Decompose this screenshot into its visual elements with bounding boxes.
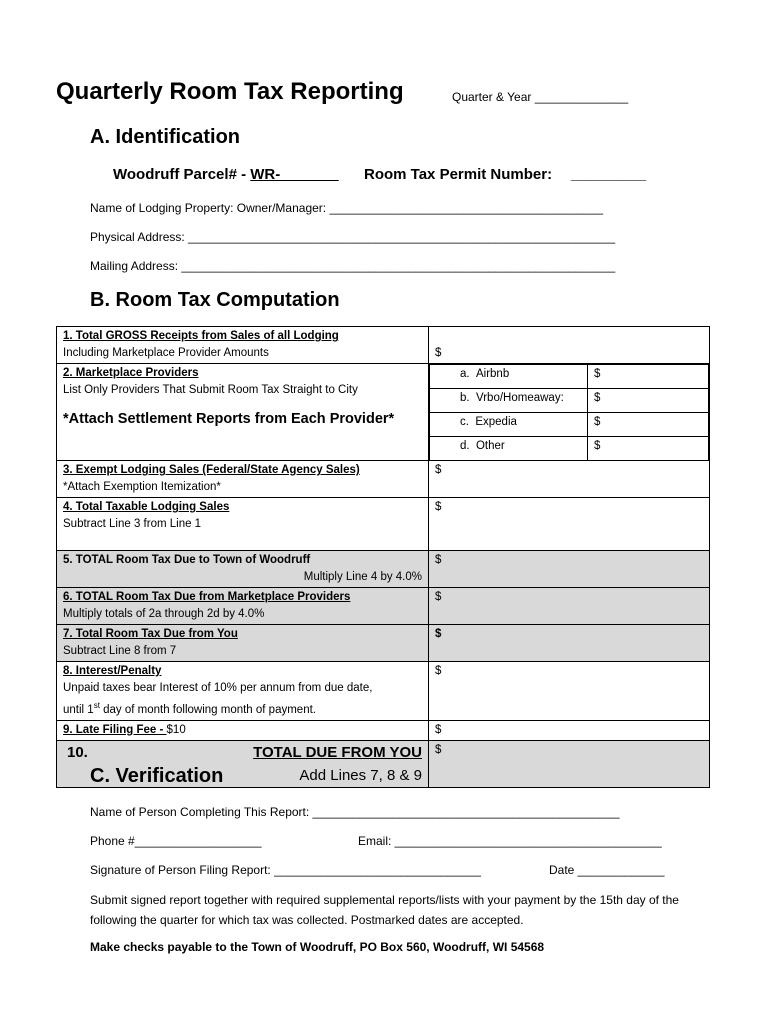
- line-3-row: [57, 461, 710, 498]
- line-8-row: [57, 662, 710, 721]
- line-4-row: [57, 498, 710, 551]
- line-8-subtitle-1: Unpaid taxes bear Interest of 10% per annum from due date,: [63, 682, 373, 694]
- parcel-value[interactable]: WR-_______: [250, 166, 339, 183]
- submission-instructions: Submit signed report together with required supplemental reports/lists with your payment by the 15th day of the following the quarter for which tax was collected. Postmarked dates are accepted.: [90, 893, 679, 927]
- line-9-row: [57, 720, 710, 740]
- line-10-title: TOTAL DUE FROM YOU: [253, 743, 422, 761]
- line-7-amount[interactable]: $: [435, 628, 442, 640]
- line-2-row: [57, 364, 710, 461]
- line-6-row: [57, 588, 710, 625]
- line-4-subtitle: Subtract Line 3 from Line 1: [63, 518, 202, 530]
- room-tax-table: [56, 326, 710, 788]
- provider-amount[interactable]: $: [594, 392, 601, 404]
- form-title: Quarterly Room Tax Reporting: [56, 78, 404, 105]
- provider-row-a: a. Airbnb $: [430, 365, 709, 389]
- section-a-heading: A. Identification: [90, 126, 240, 148]
- provider-list: [429, 364, 709, 460]
- line-1-title: 1. Total GROSS Receipts from Sales of all Lodging: [63, 330, 339, 342]
- completer-name-field[interactable]: Name of Person Completing This Report: ______________________________________________: [90, 805, 620, 819]
- signature-field[interactable]: Signature of Person Filing Report: _______________________________: [90, 863, 481, 877]
- line-2-subtitle: List Only Providers That Submit Room Tax Straight to City: [63, 384, 358, 396]
- provider-row-d: d. Other $: [430, 437, 709, 461]
- provider-name: Expedia: [475, 416, 517, 428]
- line-6-title: 6. TOTAL Room Tax Due from Marketplace Providers: [63, 591, 351, 603]
- section-b-heading: B. Room Tax Computation: [90, 289, 340, 311]
- line-5-amount[interactable]: $: [435, 554, 442, 566]
- date-field[interactable]: Date _____________: [549, 863, 665, 877]
- line-3-amount[interactable]: $: [435, 464, 442, 476]
- line-3-title: 3. Exempt Lodging Sales (Federal/State Agency Sales): [63, 464, 360, 476]
- attach-settlement-note: *Attach Settlement Reports from Each Provider*: [63, 411, 395, 427]
- email-field[interactable]: Email: ________________________________________: [358, 834, 662, 848]
- physical-address-field[interactable]: Physical Address: ________________________________________________________________: [90, 230, 616, 244]
- mailing-address-field[interactable]: Mailing Address: _________________________________________________________________: [90, 259, 616, 273]
- provider-name: Vrbo/Homeaway:: [475, 392, 564, 404]
- quarter-year-field[interactable]: Quarter & Year ______________: [452, 90, 629, 104]
- phone-field[interactable]: Phone #___________________: [90, 834, 262, 848]
- line-5-title: 5. TOTAL Room Tax Due to Town of Woodruff: [63, 554, 311, 566]
- line-9-fee: $10: [166, 723, 186, 736]
- provider-amount[interactable]: $: [594, 440, 601, 452]
- permit-field[interactable]: _________: [571, 166, 647, 183]
- parcel-field[interactable]: [113, 166, 339, 183]
- line-9-title: 9. Late Filing Fee -: [63, 723, 167, 736]
- lodging-name-field[interactable]: Name of Lodging Property: Owner/Manager: _________________________________________: [90, 201, 604, 215]
- line-1-row: [57, 327, 710, 364]
- provider-amount[interactable]: $: [594, 368, 601, 380]
- line-10-number: 10.: [67, 743, 88, 761]
- line-9-amount[interactable]: $: [435, 723, 442, 736]
- line-7-title: 7. Total Room Tax Due from You: [63, 628, 238, 640]
- line-10-amount[interactable]: $: [435, 743, 442, 756]
- line-6-amount[interactable]: $: [435, 591, 442, 603]
- line-2-title: 2. Marketplace Providers: [63, 367, 199, 379]
- provider-row-b: b. Vrbo/Homeaway: $: [430, 389, 709, 413]
- provider-row-c: c. Expedia $: [430, 413, 709, 437]
- section-c-heading: C. Verification: [90, 765, 224, 787]
- provider-amount[interactable]: $: [594, 416, 601, 428]
- line-8-amount[interactable]: $: [435, 665, 442, 677]
- provider-name: Other: [475, 440, 505, 452]
- line-1-amount[interactable]: $: [435, 347, 442, 359]
- line-7-subtitle: Subtract Line 8 from 7: [63, 645, 177, 657]
- parcel-label: Woodruff Parcel# -: [113, 166, 251, 183]
- line-1-subtitle: Including Marketplace Provider Amounts: [63, 347, 269, 359]
- line-8-subtitle-2: until 1st day of month following month of payment.: [63, 701, 316, 716]
- line-3-subtitle: *Attach Exemption Itemization*: [63, 481, 221, 493]
- line-4-title: 4. Total Taxable Lodging Sales: [63, 501, 230, 513]
- checks-payable-note: Make checks payable to the Town of Woodruff, PO Box 560, Woodruff, WI 54568: [90, 940, 545, 954]
- permit-label: Room Tax Permit Number:: [364, 166, 553, 183]
- line-4-amount[interactable]: $: [435, 501, 442, 513]
- line-6-subtitle: Multiply totals of 2a through 2d by 4.0%: [63, 608, 265, 620]
- line-7-row: [57, 625, 710, 662]
- provider-name: Airbnb: [475, 368, 510, 380]
- line-10-subtitle: Add Lines 7, 8 & 9: [299, 766, 422, 784]
- line-5-subtitle: Multiply Line 4 by 4.0%: [303, 571, 422, 583]
- line-5-row: [57, 551, 710, 588]
- line-8-title: 8. Interest/Penalty: [63, 665, 162, 677]
